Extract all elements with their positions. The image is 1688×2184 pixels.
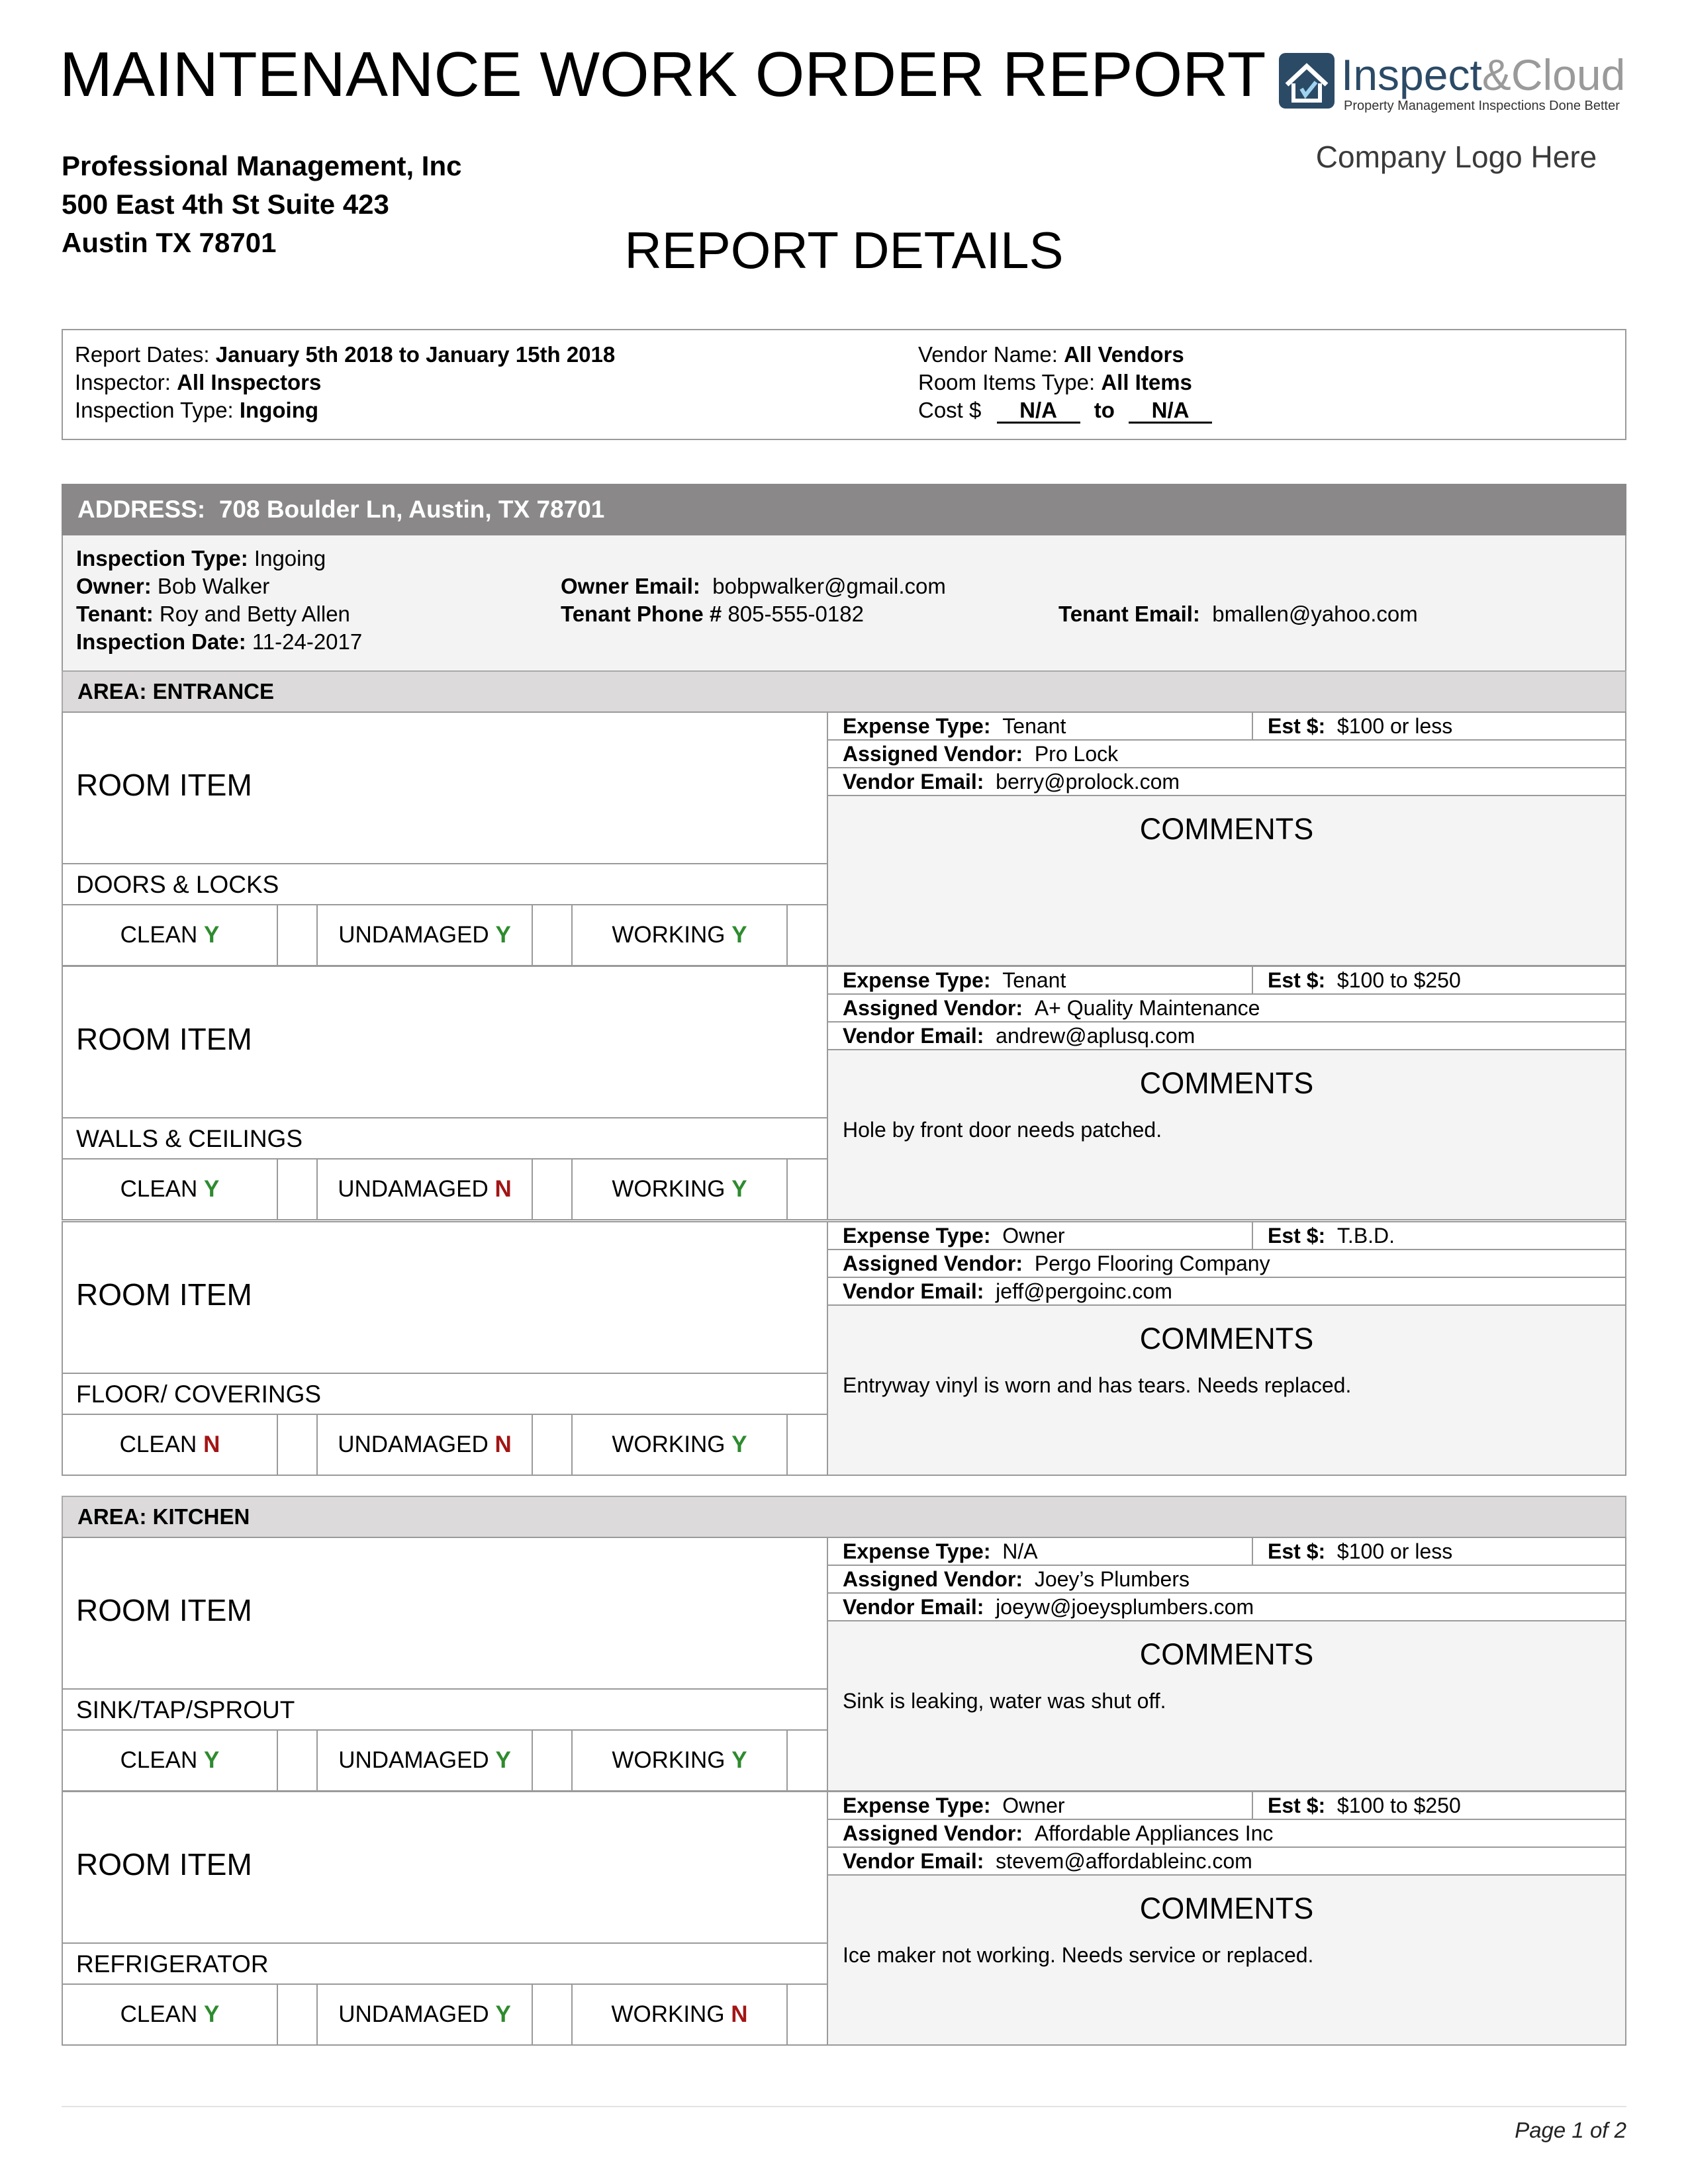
vendor-email-row-label: Vendor Email:	[843, 1849, 984, 1873]
room-item-left-panel	[63, 1792, 828, 2044]
undamaged-status	[318, 1731, 533, 1790]
logo-brand-left: Inspect	[1341, 50, 1482, 99]
working-label: WORKING	[612, 922, 726, 948]
room-item-left-panel	[63, 1222, 828, 1475]
blank-check-cell	[788, 1985, 828, 2044]
filter-inspection-type	[75, 396, 318, 424]
room-item-label: ROOM ITEM	[76, 1277, 252, 1312]
expense-type-row-label: Expense Type:	[843, 968, 991, 992]
vendor-email-row-text	[843, 1023, 1195, 1049]
estimate-cell	[1252, 967, 1461, 993]
room-items-type-value: All Items	[1101, 370, 1192, 394]
assigned-vendor-row-label: Assigned Vendor:	[843, 1567, 1023, 1591]
blank-check-cell	[788, 1415, 828, 1475]
undamaged-status	[318, 1160, 533, 1219]
blank-check-cell	[278, 1985, 318, 2044]
working-value: Y	[731, 922, 747, 948]
address-bar	[62, 484, 1626, 535]
room-item-name: SINK/TAP/SPROUT	[63, 1688, 827, 1731]
assigned-vendor-row	[828, 995, 1625, 1023]
room-item-details-panel	[828, 1792, 1625, 2044]
assigned-vendor-row-label: Assigned Vendor:	[843, 1251, 1023, 1275]
vendor-email-row-value: jeff@pergoinc.com	[996, 1279, 1172, 1303]
clean-label: CLEAN	[119, 1432, 197, 1457]
estimate-value: $100 to $250	[1336, 968, 1461, 992]
expense-type-row-text	[843, 1792, 1065, 1819]
area-header: AREA: ENTRANCE	[62, 670, 1626, 713]
undamaged-value: Y	[495, 922, 511, 948]
blank-check-cell	[533, 1985, 573, 2044]
comments-heading: COMMENTS	[1139, 1637, 1314, 1671]
working-value: N	[731, 2001, 748, 2027]
property-tenant-phone	[561, 600, 864, 628]
undamaged-value: N	[494, 1176, 512, 1202]
comments-heading: COMMENTS	[1139, 812, 1314, 846]
room-item-flags	[63, 1160, 827, 1219]
vendor-email-row-value: joeyw@joeysplumbers.com	[996, 1595, 1254, 1619]
estimate-cell	[1252, 1222, 1395, 1249]
blank-check-cell	[533, 905, 573, 965]
assigned-vendor-row	[828, 1566, 1625, 1594]
vendor-email-row	[828, 1848, 1625, 1876]
expense-type-row-value: Tenant	[1002, 714, 1066, 738]
room-item-details-panel	[828, 1538, 1625, 1790]
assigned-vendor-row-value: Pro Lock	[1034, 742, 1119, 766]
inspection-date-value: 11-24-2017	[252, 629, 363, 654]
blank-check-cell	[278, 1160, 318, 1219]
clean-value: Y	[204, 2001, 220, 2027]
expense-type-row	[828, 1222, 1625, 1250]
inspection-type-value: Ingoing	[239, 398, 319, 422]
inspector-label: Inspector:	[75, 370, 171, 394]
working-label: WORKING	[611, 2001, 725, 2027]
property-inspection-type-value: Ingoing	[254, 546, 326, 570]
estimate-value: $100 or less	[1336, 1539, 1453, 1563]
tenant-value: Roy and Betty Allen	[159, 602, 350, 626]
room-item-name: FLOOR/ COVERINGS	[63, 1373, 827, 1415]
clean-value: Y	[204, 1747, 220, 1773]
room-item-label: ROOM ITEM	[76, 1847, 252, 1882]
expense-type-row	[828, 713, 1625, 741]
blank-check-cell	[533, 1731, 573, 1790]
vendor-email-row	[828, 768, 1625, 796]
room-item-left-panel	[63, 1538, 828, 1790]
assigned-vendor-row-label: Assigned Vendor:	[843, 1821, 1023, 1845]
blank-check-cell	[278, 905, 318, 965]
working-label: WORKING	[612, 1432, 726, 1457]
undamaged-label: UNDAMAGED	[338, 1176, 489, 1202]
clean-label: CLEAN	[120, 922, 198, 948]
comment-text: Entryway vinyl is worn and has tears. Needs replaced.	[843, 1373, 1352, 1397]
room-item-card	[62, 1221, 1626, 1476]
comments-heading: COMMENTS	[1139, 1322, 1314, 1355]
clean-label: CLEAN	[120, 1176, 198, 1202]
undamaged-value: Y	[495, 1747, 511, 1773]
expense-type-row	[828, 1538, 1625, 1566]
blank-check-cell	[788, 905, 828, 965]
clean-label: CLEAN	[120, 2001, 198, 2027]
working-status	[573, 1415, 788, 1475]
clean-status	[63, 1985, 278, 2044]
expense-type-row-value: Tenant	[1002, 968, 1066, 992]
assigned-vendor-row-text	[843, 1820, 1273, 1846]
assigned-vendor-row-label: Assigned Vendor:	[843, 742, 1023, 766]
estimate-label: Est $:	[1268, 968, 1326, 992]
property-tenant-email	[1058, 600, 1418, 628]
vendor-email-row-label: Vendor Email:	[843, 770, 984, 794]
estimate-value: $100 to $250	[1336, 1794, 1461, 1817]
undamaged-status	[318, 1985, 533, 2044]
room-item-flags	[63, 1985, 827, 2044]
vendor-email-row-text	[843, 1594, 1254, 1620]
company-logo	[1278, 48, 1635, 120]
vendor-email-row	[828, 1023, 1625, 1050]
vendor-email-row-label: Vendor Email:	[843, 1595, 984, 1619]
expense-type-row-label: Expense Type:	[843, 1539, 991, 1563]
vendor-email-row-text	[843, 768, 1180, 795]
room-item-flags	[63, 1731, 827, 1790]
expense-type-row-label: Expense Type:	[843, 1224, 991, 1248]
undamaged-label: UNDAMAGED	[338, 1432, 489, 1457]
room-item-left-panel	[63, 713, 828, 965]
estimate-value: $100 or less	[1336, 714, 1453, 738]
room-item-flags	[63, 905, 827, 965]
inspector-value: All Inspectors	[177, 370, 322, 394]
property-inspection-type	[76, 545, 326, 572]
room-item-flags	[63, 1415, 827, 1475]
report-filters-box	[62, 329, 1626, 440]
room-item-left-panel	[63, 967, 828, 1219]
filter-room-items-type	[918, 369, 1192, 396]
cost-to-value: N/A	[1129, 399, 1212, 424]
tenant-email-value: bmallen@yahoo.com	[1212, 602, 1418, 626]
assigned-vendor-row-text	[843, 1250, 1270, 1277]
svg-text:Inspect&Cloud	[1341, 50, 1625, 99]
comment-text: Sink is leaking, water was shut off.	[843, 1689, 1166, 1713]
inspection-type-label: Inspection Type:	[75, 398, 234, 422]
clean-value: Y	[204, 922, 220, 948]
vendor-email-row	[828, 1278, 1625, 1306]
undamaged-status	[318, 905, 533, 965]
property-tenant	[76, 600, 350, 628]
working-status	[573, 905, 788, 965]
vendor-email-row-text	[843, 1848, 1252, 1874]
clean-value: Y	[204, 1176, 220, 1202]
comment-text: Ice maker not working. Needs service or replaced.	[843, 1943, 1314, 1967]
filter-cost	[918, 396, 1212, 424]
assigned-vendor-row-label: Assigned Vendor:	[843, 996, 1023, 1020]
working-value: Y	[731, 1176, 747, 1202]
estimate-cell	[1252, 1538, 1452, 1565]
cost-label: Cost $	[918, 398, 982, 422]
comment-text: Hole by front door needs patched.	[843, 1118, 1162, 1142]
filter-vendor-name	[918, 341, 1184, 369]
working-value: Y	[731, 1747, 747, 1773]
company-city: Austin TX 78701	[62, 227, 277, 258]
vendor-email-row-label: Vendor Email:	[843, 1279, 984, 1303]
assigned-vendor-row-value: Affordable Appliances Inc	[1034, 1821, 1274, 1845]
expense-type-row-label: Expense Type:	[843, 1794, 991, 1817]
blank-check-cell	[788, 1160, 828, 1219]
assigned-vendor-row-text	[843, 995, 1260, 1021]
expense-type-row-value: Owner	[1002, 1224, 1065, 1248]
room-item-name: WALLS & CEILINGS	[63, 1117, 827, 1160]
estimate-value: T.B.D.	[1336, 1224, 1395, 1248]
clean-status	[63, 1160, 278, 1219]
page-number: Page 1 of 2	[1515, 2118, 1626, 2142]
vendor-email-row-value: stevem@affordableinc.com	[996, 1849, 1252, 1873]
filter-inspector	[75, 369, 321, 396]
estimate-label: Est $:	[1268, 714, 1326, 738]
company-street: 500 East 4th St Suite 423	[62, 189, 389, 220]
tenant-phone-value: 805-555-0182	[727, 602, 864, 626]
vendor-name-label: Vendor Name:	[918, 342, 1058, 367]
logo-brand-amp: &	[1481, 50, 1511, 99]
assigned-vendor-row-text	[843, 1566, 1190, 1592]
logo-tagline: Property Management Inspections Done Better	[1344, 99, 1620, 113]
assigned-vendor-row-value: A+ Quality Maintenance	[1034, 996, 1260, 1020]
vendor-email-row-value: andrew@aplusq.com	[996, 1024, 1196, 1048]
blank-check-cell	[788, 1731, 828, 1790]
working-value: Y	[731, 1432, 747, 1457]
estimate-label: Est $:	[1268, 1794, 1326, 1817]
cost-from-value: N/A	[997, 399, 1080, 424]
tenant-label: Tenant:	[76, 602, 154, 626]
vendor-email-row-value: berry@prolock.com	[996, 770, 1180, 794]
inspection-date-label: Inspection Date:	[76, 629, 246, 654]
room-items-type-label: Room Items Type:	[918, 370, 1096, 394]
undamaged-value: Y	[495, 2001, 511, 2027]
clean-status	[63, 905, 278, 965]
address-value: 708 Boulder Ln, Austin, TX 78701	[218, 496, 605, 523]
clean-status	[63, 1415, 278, 1475]
owner-email-value: bobpwalker@gmail.com	[712, 574, 946, 598]
assigned-vendor-row-value: Joey’s Plumbers	[1034, 1567, 1190, 1591]
expense-type-row-value: Owner	[1002, 1794, 1065, 1817]
report-dates-label: Report Dates:	[75, 342, 210, 367]
expense-type-row	[828, 1792, 1625, 1820]
room-item-label: ROOM ITEM	[76, 1593, 252, 1627]
room-item-label: ROOM ITEM	[76, 768, 252, 802]
working-status	[573, 1160, 788, 1219]
undamaged-label: UNDAMAGED	[338, 2001, 489, 2027]
vendor-email-row-text	[843, 1278, 1172, 1304]
report-details-heading: REPORT DETAILS	[624, 221, 1064, 279]
working-status	[573, 1731, 788, 1790]
filter-report-dates	[75, 341, 615, 369]
logo-brand-right: Cloud	[1511, 50, 1626, 99]
expense-type-row-text	[843, 713, 1066, 739]
room-item-label: ROOM ITEM	[76, 1022, 252, 1056]
room-item-name: REFRIGERATOR	[63, 1942, 827, 1985]
undamaged-value: N	[494, 1432, 512, 1457]
property-section	[62, 484, 1626, 670]
room-item-details-panel	[828, 1222, 1625, 1475]
property-owner	[76, 572, 269, 600]
working-status	[573, 1985, 788, 2044]
estimate-cell	[1252, 713, 1452, 739]
clean-status	[63, 1731, 278, 1790]
room-item-card	[62, 711, 1626, 966]
blank-check-cell	[278, 1731, 318, 1790]
tenant-email-label: Tenant Email:	[1058, 602, 1200, 626]
report-title: MAINTENANCE WORK ORDER REPORT	[60, 39, 1266, 110]
room-item-card	[62, 966, 1626, 1220]
expense-type-row-text	[843, 1538, 1038, 1565]
expense-type-row	[828, 967, 1625, 995]
vendor-email-row	[828, 1594, 1625, 1621]
undamaged-label: UNDAMAGED	[338, 922, 489, 948]
expense-type-row-label: Expense Type:	[843, 714, 991, 738]
owner-value: Bob Walker	[157, 574, 270, 598]
room-item-details-panel	[828, 967, 1625, 1219]
logo-caption: Company Logo Here	[1315, 140, 1597, 174]
address-label: ADDRESS:	[77, 496, 206, 523]
undamaged-label: UNDAMAGED	[338, 1747, 489, 1773]
blank-check-cell	[533, 1415, 573, 1475]
company-name: Professional Management, Inc	[62, 150, 462, 181]
owner-label: Owner:	[76, 574, 152, 598]
property-details	[62, 535, 1626, 670]
report-dates-value: January 5th 2018 to January 15th 2018	[215, 342, 616, 367]
cost-to-label: to	[1094, 398, 1115, 422]
room-item-name: DOORS & LOCKS	[63, 863, 827, 905]
footer-divider	[62, 2106, 1626, 2107]
assigned-vendor-row	[828, 1820, 1625, 1848]
estimate-cell	[1252, 1792, 1461, 1819]
clean-label: CLEAN	[120, 1747, 198, 1773]
assigned-vendor-row	[828, 1250, 1625, 1278]
tenant-phone-label: Tenant Phone #	[561, 602, 722, 626]
area-header: AREA: KITCHEN	[62, 1496, 1626, 1538]
house-logo-icon	[1278, 48, 1635, 120]
assigned-vendor-row-text	[843, 741, 1118, 767]
blank-check-cell	[533, 1160, 573, 1219]
room-item-details-panel	[828, 713, 1625, 965]
owner-email-label: Owner Email:	[561, 574, 700, 598]
estimate-label: Est $:	[1268, 1539, 1326, 1563]
assigned-vendor-row-value: Pergo Flooring Company	[1034, 1251, 1270, 1275]
undamaged-status	[318, 1415, 533, 1475]
assigned-vendor-row	[828, 741, 1625, 768]
expense-type-row-text	[843, 967, 1066, 993]
property-inspection-date	[76, 628, 362, 656]
property-inspection-type-label: Inspection Type:	[76, 546, 248, 570]
clean-value: N	[203, 1432, 220, 1457]
room-item-card	[62, 1791, 1626, 2046]
property-owner-email	[561, 572, 946, 600]
working-label: WORKING	[612, 1747, 726, 1773]
expense-type-row-text	[843, 1222, 1065, 1249]
comments-heading: COMMENTS	[1139, 1891, 1314, 1925]
vendor-name-value: All Vendors	[1064, 342, 1184, 367]
expense-type-row-value: N/A	[1002, 1539, 1038, 1563]
working-label: WORKING	[612, 1176, 726, 1202]
vendor-email-row-label: Vendor Email:	[843, 1024, 984, 1048]
estimate-label: Est $:	[1268, 1224, 1326, 1248]
blank-check-cell	[278, 1415, 318, 1475]
room-item-card	[62, 1537, 1626, 1792]
comments-heading: COMMENTS	[1139, 1066, 1314, 1100]
